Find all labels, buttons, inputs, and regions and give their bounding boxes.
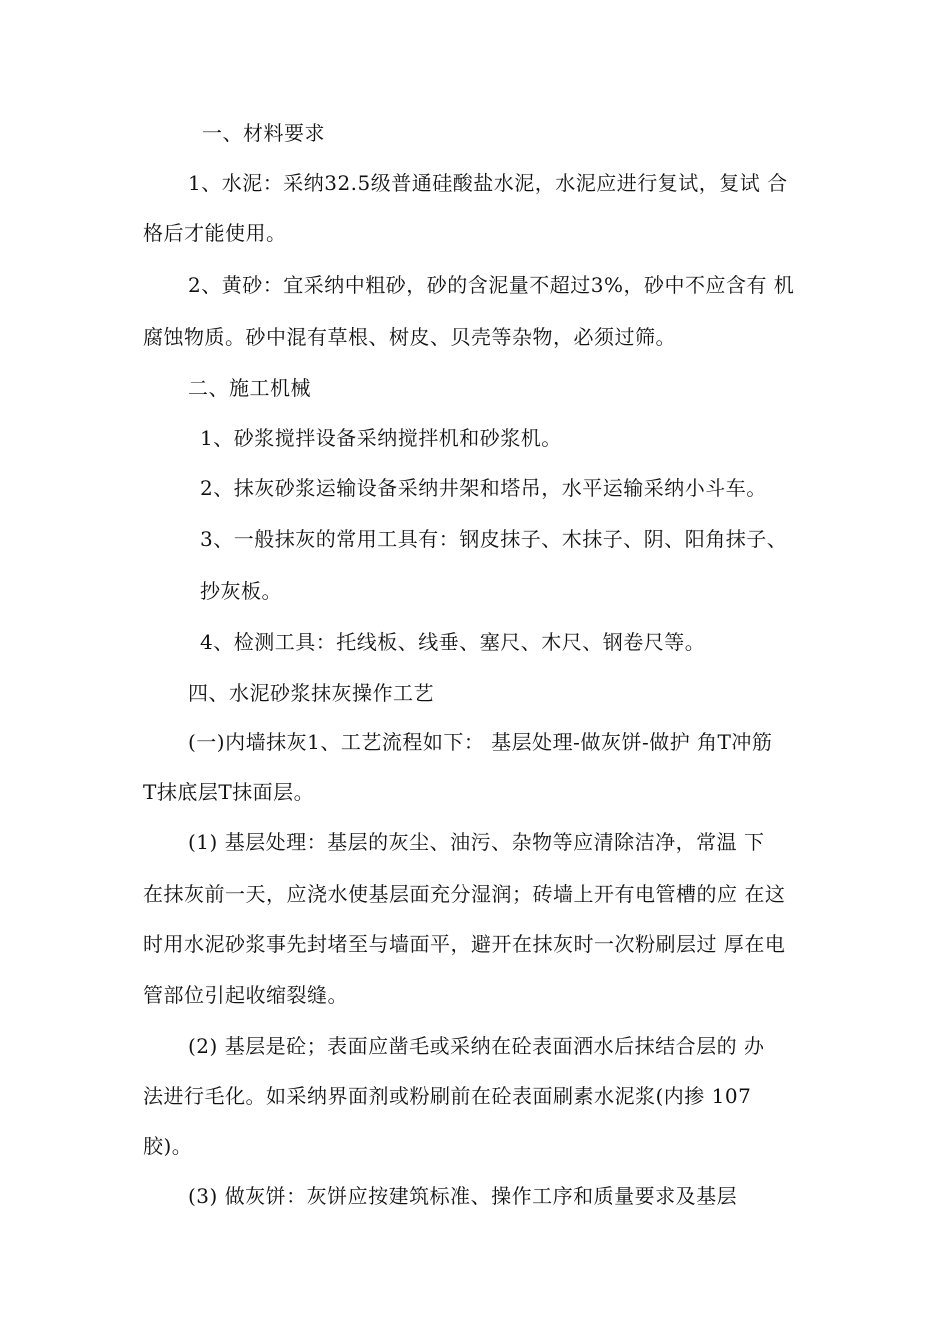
paragraph-line: 时用水泥砂浆事先封堵至与墙面平，避开在抹灰时一次粉刷层过 厚在电 — [143, 932, 786, 956]
paragraph-line: (一)内墙抹灰1、工艺流程如下： 基层处理-做灰饼-做护 角T冲筋 — [188, 730, 773, 754]
paragraph-line: 格后才能使用。 — [143, 221, 287, 245]
paragraph-line: 4、检测工具：托线板、线垂、塞尺、木尺、钢卷尺等。 — [200, 630, 706, 654]
paragraph-line: 抄灰板。 — [200, 579, 282, 603]
paragraph-line: 法进行毛化。如采纳界面剂或粉刷前在砼表面刷素水泥浆(内掺 107 — [143, 1084, 752, 1108]
paragraph-line: 1、砂浆搅拌设备采纳搅拌机和砂浆机。 — [200, 426, 562, 450]
paragraph-line: 在抹灰前一天，应浇水使基层面充分湿润；砖墙上开有电管槽的应 在这 — [143, 882, 786, 906]
paragraph-line: T抹底层T抹面层。 — [143, 780, 315, 804]
paragraph-line: (3) 做灰饼：灰饼应按建筑标准、操作工序和质量要求及基层 — [188, 1184, 738, 1208]
paragraph-line: 3、一般抹灰的常用工具有：钢皮抹子、木抹子、阴、阳角抹子、 — [200, 527, 788, 551]
paragraph-line: 胶)。 — [143, 1134, 193, 1158]
paragraph-line: 腐蚀物质。砂中混有草根、树皮、贝壳等杂物，必须过筛。 — [143, 325, 676, 349]
paragraph-line: (1) 基层处理：基层的灰尘、油污、杂物等应清除洁净，常温 下 — [188, 830, 765, 854]
heading-machinery: 二、施工机械 — [188, 376, 311, 400]
paragraph-line: 2、黄砂：宜采纳中粗砂，砂的含泥量不超过3%，砂中不应含有 机 — [188, 273, 795, 297]
heading-plastering-process: 四、水泥砂浆抹灰操作工艺 — [188, 681, 434, 705]
heading-materials: 一、材料要求 — [202, 121, 325, 145]
paragraph-line: 1、水泥：采纳32.5级普通硅酸盐水泥，水泥应进行复试，复试 合 — [188, 171, 788, 195]
paragraph-line: 2、抹灰砂浆运输设备采纳井架和塔吊，水平运输采纳小斗车。 — [200, 476, 767, 500]
paragraph-line: (2) 基层是砼；表面应凿毛或采纳在砼表面洒水后抹结合层的 办 — [188, 1034, 765, 1058]
paragraph-line: 管部位引起收缩裂缝。 — [143, 983, 348, 1007]
